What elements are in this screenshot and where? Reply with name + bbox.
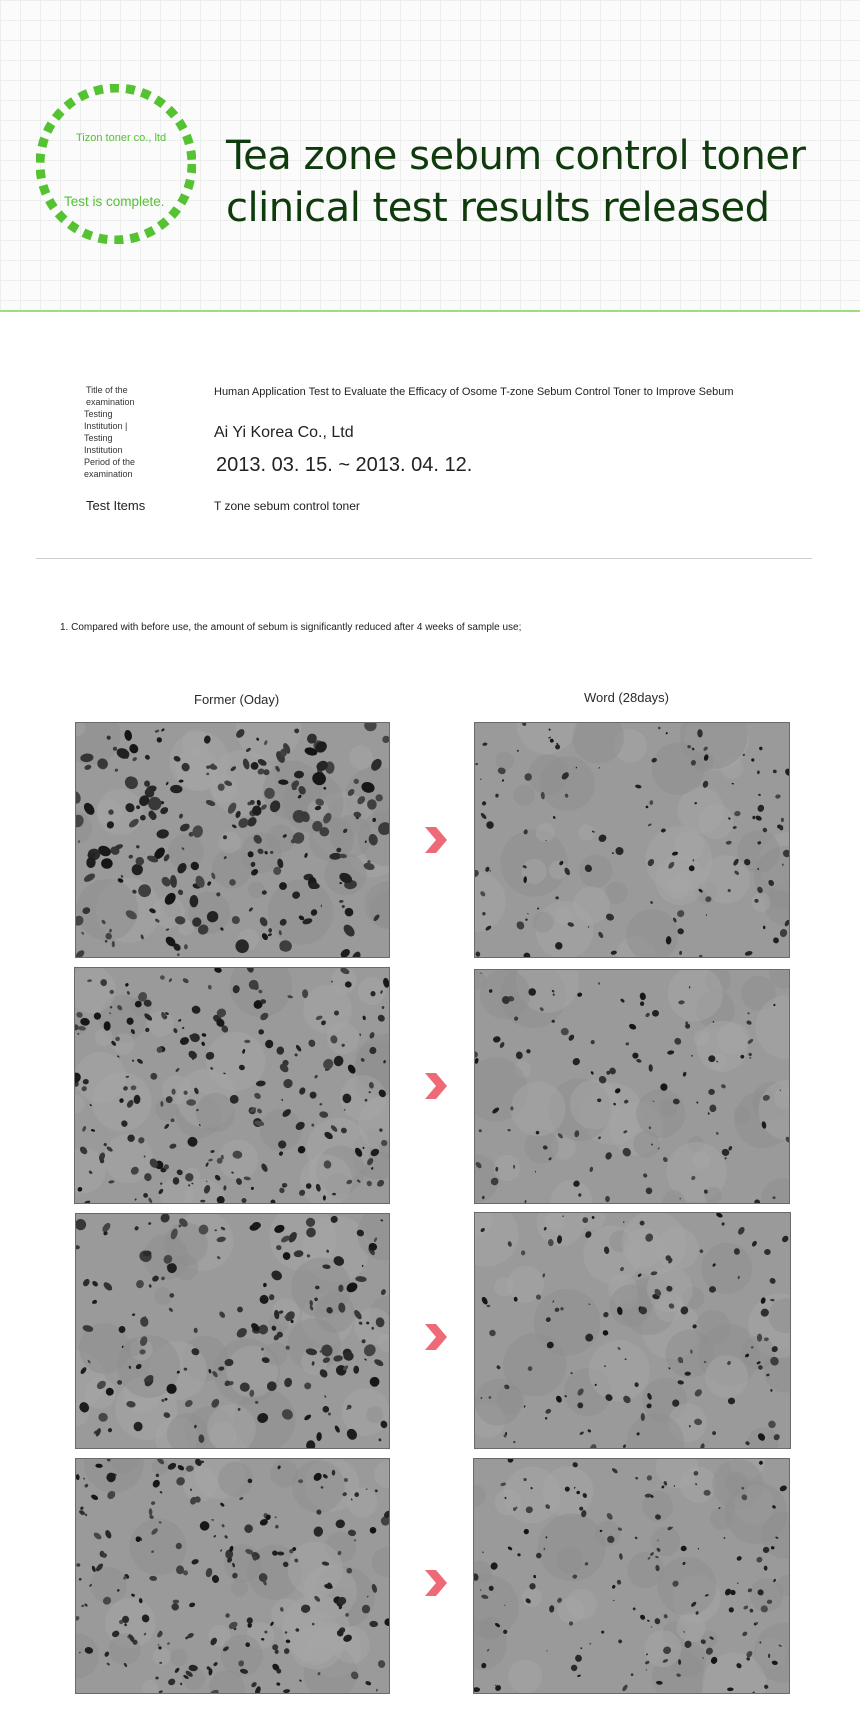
after-photo-2 [474,969,790,1204]
page-title [226,130,846,234]
items-label: Test Items [86,498,146,513]
items-value: T zone sebum control toner [214,499,360,513]
badge-status: Test is complete. [64,194,165,209]
after-photo-4 [473,1458,790,1694]
before-photo-2 [74,967,390,1204]
page-title-line-1: Tea zone sebum control toner [226,133,806,179]
chevron-right-icon [424,826,448,854]
result-note: 1. Compared with before use, the amount of sebum is significantly reduced after 4 weeks of sample use; [60,622,522,633]
institution-value: Ai Yi Korea Co., Ltd [214,424,354,441]
page-title-line-2: clinical test results released [226,185,770,231]
after-column-heading: Word (28days) [584,690,670,705]
header-banner [0,0,860,310]
title-value: Human Application Test to Evaluate the Efficacy of Osome T-zone Sebum Control Toner to Improve Sebum [214,386,734,398]
test-complete-badge [36,84,196,244]
before-photo-3 [75,1213,390,1449]
chevron-right-icon [424,1072,448,1100]
header-divider [0,310,860,312]
badge-company: Tizon toner co., ltd [76,132,167,144]
section-divider [36,558,812,559]
before-column-heading: Former (Oday) [194,692,280,707]
after-photo-1 [474,722,790,958]
chevron-right-icon [424,1323,448,1351]
before-photo-1 [75,722,390,958]
institution-label: Testing Institution | Testing Institution [84,409,128,455]
period-value: 2013. 03. 15. ~ 2013. 04. 12. [216,454,473,476]
after-photo-3 [474,1212,791,1449]
dashed-ring-icon [36,84,196,244]
before-photo-4 [75,1458,390,1694]
title-label: Title of the examination [86,385,135,407]
period-label: Period of the examination [84,457,136,479]
chevron-right-icon [424,1569,448,1597]
